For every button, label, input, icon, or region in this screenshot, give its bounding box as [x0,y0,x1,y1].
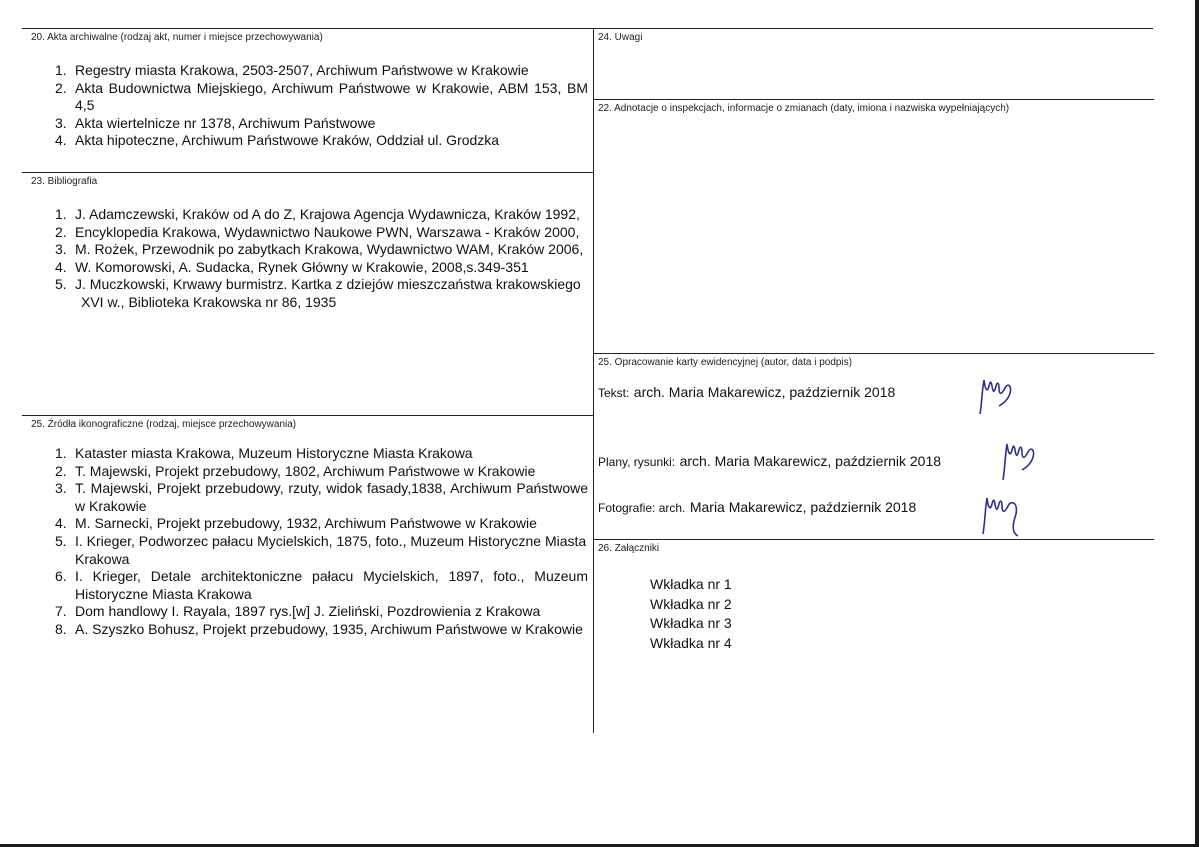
attachments-list [650,575,732,653]
rule-left-23 [22,172,593,173]
section-title-bibliography: 23. Bibliografia [31,176,98,187]
list-item: 5. J. Muczkowski, Krwawy burmistrz. Kartka z dziejów mieszczaństwa krakowskiego XVI w., Biblioteka Krakowska nr 86, 1935 [55,276,581,310]
top-rule [22,28,1153,29]
list-item: 2. T. Majewski, Projekt przebudowy, 1802, Archiwum Państwowe w Krakowie [55,462,536,479]
rule-right-25 [593,353,1154,354]
list-item: Wkładka nr 3 [650,615,732,631]
iconographic-list [47,445,588,639]
list-item: 1. Kataster miasta Krakowa, Muzeum Historyczne Miasta Krakowa [55,445,473,461]
signature-photos [978,488,1030,540]
section-title-annotations: 22. Adnotacje o inspekcjach, informacje o zmianach (daty, imiona i nazwiska wypełniających) [598,103,1010,114]
rule-left-25 [22,415,593,416]
list-item: 3. M. Rożek, Przewodnik po zabytkach Krakowa, Wydawnictwo WAM, Kraków 2006, [55,241,584,258]
list-item: 4. W. Komorowski, A. Sudacka, Rynek Główny w Krakowie, 2008,s.349-351 [55,258,529,275]
list-item: 8. A. Szyszko Bohusz, Projekt przebudowy, 1935, Archiwum Państwowe w Krakowie [55,620,583,637]
section-title-archival: 20. Akta archiwalne (rodzaj akt, numer i miejsce przechowywania) [31,32,323,43]
list-item: 5. I. Krieger, Podworzec pałacu Mycielskich, 1875, foto., Muzeum Historyczne Miasta Krakowa [55,532,587,567]
column-divider [593,28,594,733]
list-item: Wkładka nr 2 [650,595,732,612]
rule-right-22 [593,99,1154,100]
bibliography-list [47,206,588,312]
credit-photos: Fotografie: arch. Maria Makarewicz, październik 2018 [598,499,917,515]
list-item: Wkładka nr 1 [650,576,732,592]
list-item: 6. I. Krieger, Detale architektoniczne pałacu Mycielskich, 1897, foto., Muzeum Historyczne Miasta Krakowa [55,568,588,602]
credit-plans: Plany, rysunki: arch. Maria Makarewicz, październik 2018 [598,453,942,469]
credit-text: Tekst: arch. Maria Makarewicz, październik 2018 [598,384,896,400]
list-item: 2. Akta Budownictwa Miejskiego, Archiwum Państwowe w Krakowie, ABM 153, BM 4,5 [55,79,588,114]
section-title-iconographic: 25. Źródła ikonograficzne (rodzaj, miejsce przechowywania) [31,419,297,430]
list-item: 2. Encyklopedia Krakowa, Wydawnictwo Naukowe PWN, Warszawa - Kraków 2000, [55,223,580,240]
list-item: 3. T. Majewski, Projekt przebudowy, rzuty, widok fasady,1838, Archiwum Państwowe w Krakowie [55,480,588,514]
section-title-prepared: 25. Opracowanie karty ewidencyjnej (autor, data i podpis) [598,357,853,368]
signature-plans [998,434,1048,486]
list-item: 1. J. Adamczewski, Kraków od A do Z, Krajowa Agencja Wydawnicza, Kraków 1992, [55,206,580,222]
section-title-attachments: 26. Załączniki [598,543,660,554]
list-item: 7. Dom handlowy I. Rayala, 1897 rys.[w] J. Zieliński, Pozdrowienia z Krakowa [55,603,541,620]
section-title-remarks: 24. Uwagi [598,32,643,43]
list-item: Wkładka nr 4 [650,634,732,651]
list-item: 4. Akta hipoteczne, Archiwum Państwowe Kraków, Oddział ul. Grodzka [55,132,500,149]
rule-right-26 [593,539,1154,540]
list-item: 1. Regestry miasta Krakowa, 2503-2507, Archiwum Państwowe w Krakowie [55,62,529,78]
list-item: 4. M. Sarnecki, Projekt przebudowy, 1932, Archiwum Państwowe w Krakowie [55,515,537,532]
scan-edge-right [1195,0,1199,847]
archival-list [47,62,588,150]
signature-text [975,372,1025,420]
list-item: 3. Akta wiertelnicze nr 1378, Archiwum Państwowe [55,114,376,131]
